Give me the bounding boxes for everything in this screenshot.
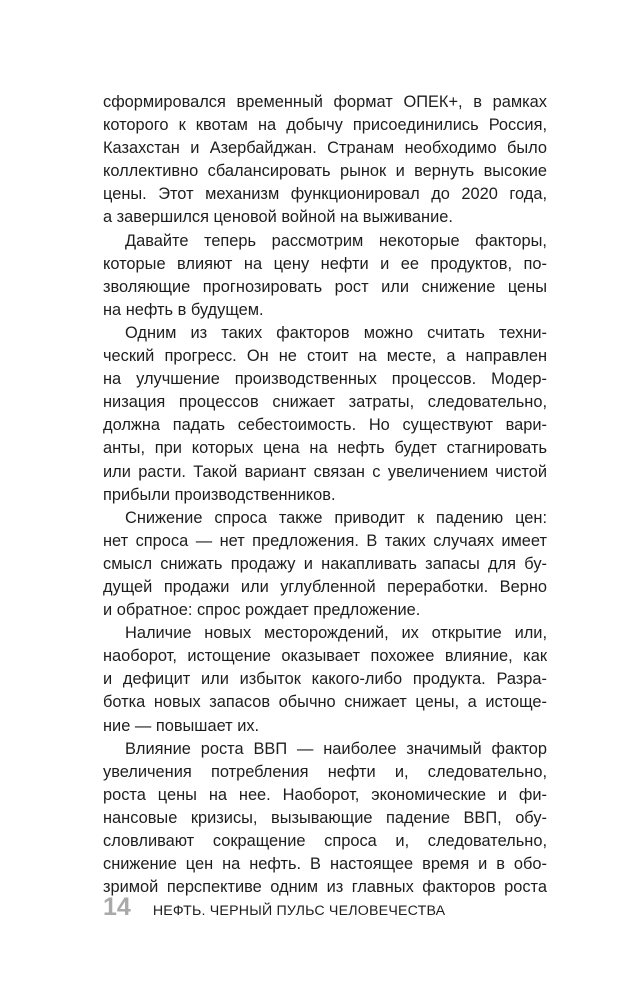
text-line: Давайте теперь рассмотрим некоторые факторы, (125, 231, 547, 250)
text-line: и дефицит или избыток какого-либо продукта. Разра- (103, 670, 547, 689)
paragraph (103, 738, 547, 900)
text-line: на нефть в будущем. (103, 300, 264, 319)
text-line: увеличения потребления нефти и, следовательно, (103, 762, 547, 781)
text-line: зримой перспективе одним из главных факторов роста (103, 878, 547, 897)
paragraph (103, 507, 547, 622)
text-line: нансовые кризисы, вызывающие падение ВВП, обу- (103, 808, 547, 827)
page-number: 14 (103, 893, 131, 921)
text-line: Наличие новых месторождений, их открытие или, (125, 624, 547, 643)
text-line: ческий прогресс. Он не стоит на месте, а направлен (103, 347, 547, 366)
text-line: нет спроса — нет предложения. В таких случаях имеет (103, 531, 547, 550)
text-line: ние — повышает их. (103, 716, 260, 735)
text-line: смысл снижать продажу и накапливать запасы для бу- (103, 554, 547, 573)
page-footer (103, 893, 445, 923)
body-text (103, 91, 547, 899)
paragraph (103, 322, 547, 507)
text-line: Снижение спроса также приводит к падению цен: (125, 508, 547, 527)
text-line: роста цены на нее. Наоборот, экономические и фи- (103, 785, 547, 804)
text-line: зволяющие прогнозировать рост или снижение цены (103, 277, 547, 296)
text-line: коллективно сбалансировать рынок и вернуть высокие (103, 162, 547, 181)
text-line: цены. Этот механизм функционировал до 2020 года, (103, 185, 547, 204)
text-line: Казахстан и Азербайджан. Странам необходимо было (103, 139, 547, 158)
text-line: а завершился ценовой войной на выживание. (103, 208, 453, 227)
text-line: или расти. Такой вариант связан с увеличением чистой (103, 462, 547, 481)
text-line: словливают сокращение спроса и, следовательно, (103, 832, 547, 850)
text-line: прибыли производственников. (103, 485, 336, 504)
text-line: анты, при которых цена на нефть будет стагнировать (103, 439, 547, 458)
text-line: Влияние роста ВВП — наиболее значимый фактор (125, 739, 547, 758)
paragraph (103, 91, 547, 230)
running-title: НЕФТЬ. ЧЕРНЫЙ ПУЛЬС ЧЕЛОВЕЧЕСТВА (152, 903, 446, 919)
text-line: на улучшение производственных процессов. Модер- (103, 370, 547, 389)
text-line: и обратное: спрос рождает предложение. (103, 601, 421, 620)
paragraph (103, 622, 547, 737)
text-line: ботка новых запасов обычно снижает цены, а истоще- (103, 693, 547, 712)
text-line: снижение цен на нефть. В настоящее время и в обо- (103, 855, 547, 874)
text-line: которые влияют на цену нефти и ее продуктов, по- (103, 254, 547, 273)
text-line: дущей продажи или углубленной переработки. Верно (103, 577, 547, 596)
text-line: которого к квотам на добычу присоединились Россия, (103, 116, 547, 135)
text-line: должна падать себестоимость. Но существуют вари- (103, 416, 547, 435)
text-line: низация процессов снижает затраты, следовательно, (103, 393, 547, 412)
paragraph (103, 230, 547, 322)
text-line: сформировался временный формат ОПЕК+, в рамках (103, 93, 547, 111)
text-line: наоборот, истощение оказывает похожее влияние, как (103, 647, 547, 666)
text-line: Одним из таких факторов можно считать техни- (125, 323, 547, 342)
